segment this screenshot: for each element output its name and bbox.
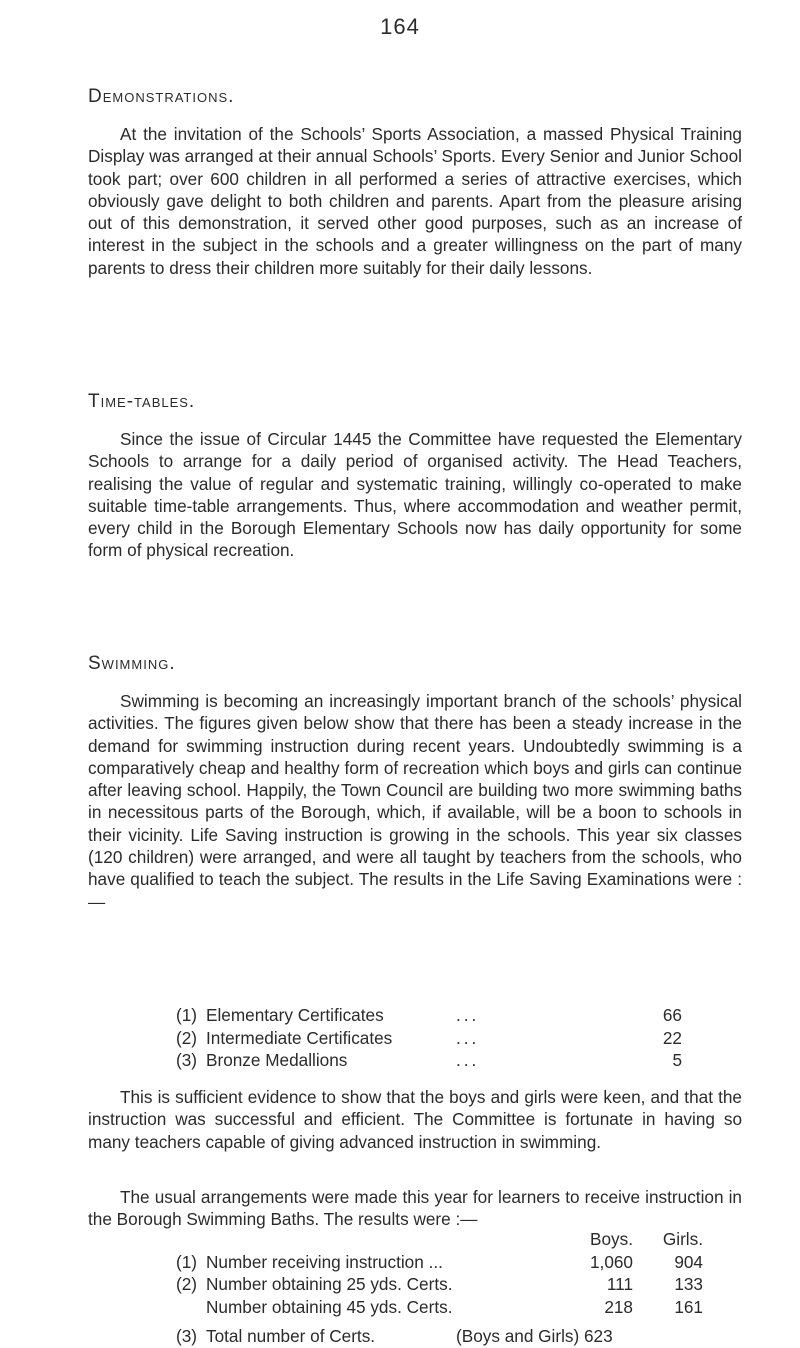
row-number: (2) — [176, 1274, 198, 1294]
table-row — [176, 1296, 742, 1319]
item-label: Elementary Certificates — [206, 1005, 384, 1025]
row-label: Number obtaining 25 yds. Certs. — [206, 1274, 453, 1294]
heading-demonstrations: Demonstrations. — [88, 86, 235, 107]
list-item — [176, 1049, 682, 1072]
item-number: (1) — [176, 1005, 198, 1025]
row-boys-value: 1,060 — [589, 1251, 633, 1272]
row-boys-value: 111 — [606, 1274, 633, 1294]
life-saving-results-list — [176, 1004, 682, 1072]
list-item — [176, 1004, 682, 1027]
paragraph-swimming: Swimming is becoming an increasingly important branch of the schools’ physical activities. The figures given below show that there has been a steady increase in the demand for swimming instruction during recent years. Undoubtedly swimming is a comparatively cheap and healthy form of recreation which boys and girls can continue after leaving school. Happily, the Town Council are building two more swimming baths in necessitous parts of the Borough, which, if available, will be a boon to schools in their vicinity. Life Saving instruction is growing in the schools. This year six classes (120 children) were arranged, and were all taught by teachers from the schools, who have qualified to teach the subject. The results in the Life Saving Examinations were :— — [88, 691, 742, 912]
row-girls-value: 904 — [674, 1251, 703, 1272]
paragraph-demonstrations: At the invitation of the Schools’ Sports Association, a massed Physical Training Display was arranged at their annual Schools’ Sports. Every Senior and Junior School took part; over 600 children in all performed a series of attractive exercises, which obviously gave delight to both children and parents. Apart from the pleasure arising out of this demonstration, it served other good purposes, such as an increase of interest in the subject in the schools and a greater willingness on the part of many parents to dress their children more suitably for their daily lessons. — [88, 124, 742, 278]
table-row — [176, 1273, 742, 1296]
row-boys-value: 218 — [604, 1296, 633, 1317]
paragraph-time-tables: Since the issue of Circular 1445 the Committee have requested the Elementary Schools to arrange for a daily period of organised activity. The Head Teachers, realising the value of regular and systematic training, willingly co-operated to make suitable time-table arrangements. Thus, where accommodation and weather permit, every child in the Borough Elementary Schools now has daily opportunity for some form of physical recreation. — [88, 429, 742, 561]
total-label: Total number of Certs. — [206, 1326, 376, 1346]
row-girls-value: 133 — [674, 1274, 703, 1294]
leader-dots: ... — [456, 1050, 480, 1070]
heading-swimming: Swimming. — [88, 653, 176, 674]
heading-time-tables: Time-tables. — [88, 391, 196, 412]
row-number: (3) — [176, 1326, 198, 1346]
item-number: (2) — [176, 1027, 198, 1048]
page-number: 164 — [380, 14, 420, 39]
total-value: (Boys and Girls) 623 — [456, 1326, 613, 1346]
row-number — [176, 1296, 206, 1319]
item-value: 22 — [662, 1027, 682, 1048]
table-header-row — [176, 1228, 742, 1251]
leader-dots: ... — [456, 1005, 480, 1025]
leader-dots: ... — [456, 1027, 480, 1048]
paragraph-swimming-baths: The usual arrangements were made this year for learners to receive instruction in the Borough Swimming Baths. The results were :— — [88, 1187, 742, 1230]
item-value: 5 — [672, 1050, 682, 1070]
column-header-girls: Girls. — [662, 1229, 703, 1249]
paragraph-swimming-evidence: This is sufficient evidence to show that the boys and girls were keen, and that the instruction was successful and efficient. The Committee is fortunate in having so many teachers capable of giving advanced instruction in swimming. — [88, 1087, 742, 1152]
row-number: (1) — [176, 1251, 198, 1272]
item-label: Intermediate Certificates — [206, 1027, 393, 1048]
column-header-boys: Boys. — [590, 1229, 633, 1249]
row-girls-value: 161 — [674, 1296, 703, 1317]
item-number: (3) — [176, 1050, 198, 1070]
list-item — [176, 1027, 682, 1050]
table-row — [176, 1251, 742, 1274]
table-total-row — [176, 1325, 742, 1348]
item-label: Bronze Medallions — [206, 1050, 348, 1070]
row-label: Number receiving instruction ... — [206, 1251, 443, 1272]
swimming-results-table — [176, 1228, 742, 1348]
row-label: Number obtaining 45 yds. Certs. — [206, 1296, 453, 1317]
item-value: 66 — [662, 1005, 682, 1025]
